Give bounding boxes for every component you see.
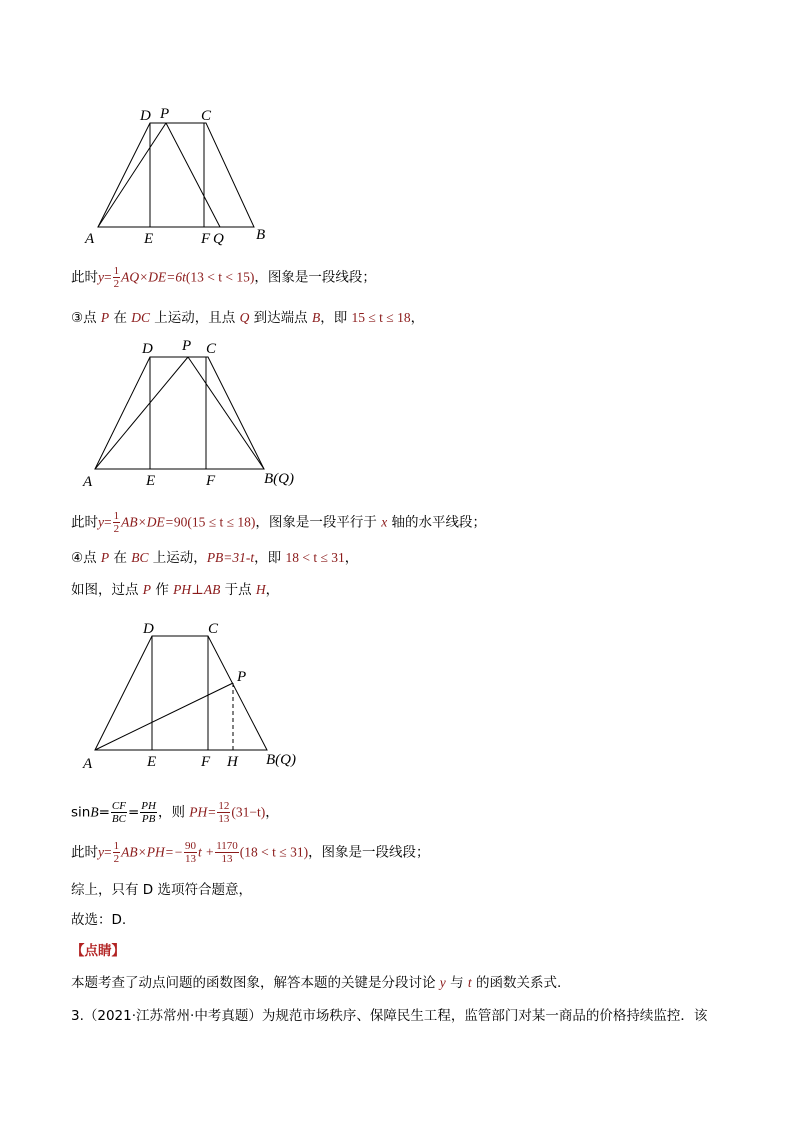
label-C: C bbox=[208, 621, 219, 637]
text-line-5: 如图，过点 P 作 PH⊥AB 于点 H， bbox=[71, 582, 280, 598]
label-P: P bbox=[182, 338, 192, 354]
text-line-6: sinB= $\frac{CF}{BC}$ = $\frac{PH}{PB}$ ，则 PH= $\frac{12}{13}$ (31−t)， bbox=[71, 800, 279, 825]
label-P: P bbox=[237, 669, 247, 685]
text-line-7: 此时y= $\frac{1}{2}$ AB×PH=− $\frac{90}{13}$ t + $\frac{1170}{13}$ (18 < t ≤ 31)，图象是一段线段； bbox=[71, 840, 430, 865]
label-A: A bbox=[85, 231, 95, 247]
label-B: B bbox=[256, 227, 266, 243]
text-line-8: 综上，只有 D 选项符合题意， bbox=[71, 882, 252, 898]
label-A: A bbox=[83, 474, 93, 490]
label-E: E bbox=[146, 473, 156, 489]
label-F: F bbox=[201, 754, 211, 770]
text-line-11: 本题考查了动点问题的函数图象，解答本题的关键是分段讨论 y 与 t 的函数关系式. bbox=[71, 975, 562, 991]
label-H: H bbox=[227, 754, 238, 770]
label-E: E bbox=[144, 231, 154, 247]
label-Q: Q bbox=[213, 231, 224, 247]
text-line-1: 此时y= $\frac{1}{2}$ AQ×DE=6t(13 < t < 15)，图象是一段线段； bbox=[71, 265, 376, 290]
label-C: C bbox=[201, 108, 212, 124]
label-D: D bbox=[143, 621, 154, 637]
text-line-3: 此时y= $\frac{1}{2}$ AB×DE=90(15 ≤ t ≤ 18)，图象是一段平行于 x 轴的水平线段； bbox=[71, 510, 486, 535]
label-B: B(Q) bbox=[266, 752, 296, 768]
label-P: P bbox=[160, 106, 170, 122]
text-line-9: 故选：D. bbox=[71, 912, 127, 928]
figure-3-trapezoid bbox=[80, 615, 310, 775]
figure-1-trapezoid bbox=[80, 100, 280, 250]
section-heading-dianjing: 【点睛】 bbox=[71, 943, 125, 959]
label-A: A bbox=[83, 756, 93, 772]
figure-2-trapezoid bbox=[80, 333, 310, 493]
label-B: B(Q) bbox=[264, 471, 294, 487]
text-line-2: ③点 P 在 DC 上运动，且点 Q 到达端点 B，即 15 ≤ t ≤ 18， bbox=[71, 310, 425, 326]
text-line-4: ④点 P 在 BC 上运动，PB=31-t，即 18 < t ≤ 31， bbox=[71, 550, 359, 566]
label-D: D bbox=[142, 341, 153, 357]
label-E: E bbox=[147, 754, 157, 770]
label-F: F bbox=[201, 231, 211, 247]
label-D: D bbox=[140, 108, 151, 124]
label-C: C bbox=[206, 341, 217, 357]
label-F: F bbox=[206, 473, 216, 489]
question-3-text: 3.（2021·江苏常州·中考真题）为规范市场秩序、保障民生工程，监管部门对某一商品的价格持续监控．该 bbox=[71, 1008, 708, 1024]
